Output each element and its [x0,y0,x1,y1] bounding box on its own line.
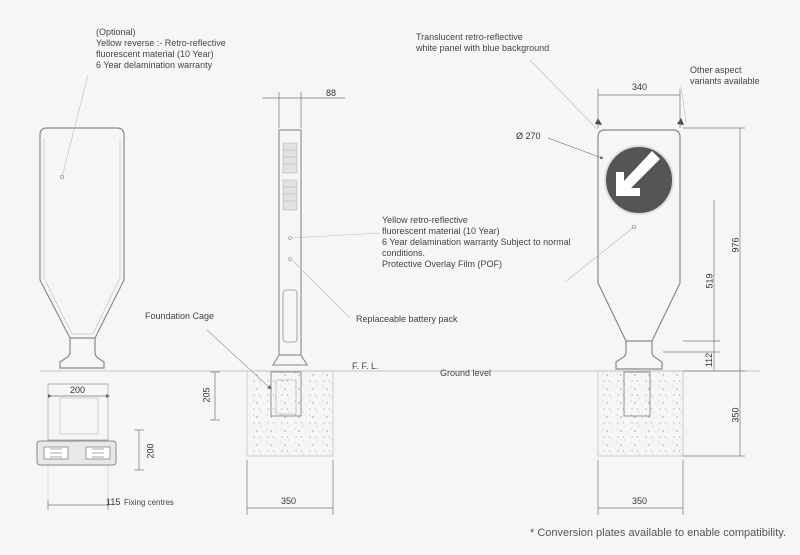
foundation-label: Foundation Cage [145,311,215,321]
yellow-retro-label-1: Yellow retro-reflective [382,215,468,225]
translucent-label-2: white panel with blue background [416,43,550,53]
yellow-reverse-label: Yellow reverse :- Retro-reflective [96,38,226,48]
other-aspect-label-1: Other aspect [690,65,742,75]
dim-sign-diameter: Ø 270 [516,131,541,141]
dim-left-depth: 205 [201,387,212,403]
optional-label: (Optional) [96,27,136,37]
dim-cage-width: 350 [281,496,297,506]
other-aspect-label-2: variants available [690,76,760,86]
dim-front-width: 340 [632,82,648,92]
left-bollard [40,128,124,368]
foundation-cage-concrete [247,371,333,456]
dim-mid-height: 519 [704,273,715,289]
dim-total-height: 976 [730,237,741,253]
dim-plate-height: 200 [145,443,156,459]
base-plate [37,441,116,465]
dim-left-base-width: 200 [70,385,86,395]
yellow-retro-label-5: Protective Overlay Film (POF) [382,259,503,269]
ffl-label: F. F. L. [352,361,379,371]
dim-right-cage-width: 350 [632,496,648,506]
dim-side-width: 88 [326,88,337,98]
dim-fixing-centres: 115 [106,497,121,507]
delamination-label: 6 Year delamination warranty [96,60,213,70]
yellow-retro-label-4: conditions. [382,248,426,258]
right-foundation [598,371,683,456]
battery-label: Replaceable battery pack [356,314,458,324]
middle-bollard-stripes [283,143,297,210]
dim-foundation-depth: 350 [730,407,741,423]
yellow-retro-label-2: fluorescent material (10 Year) [382,226,500,236]
translucent-label-1: Translucent retro-reflective [416,32,523,42]
dim-base-height: 112 [704,352,715,368]
footnote: * Conversion plates available to enable compatibility. [530,527,786,539]
yellow-retro-label-3: 6 Year delamination warranty Subject to normal [382,237,571,247]
fixing-centres-label: Fixing centres [124,498,174,507]
ground-level-label: Ground level [440,368,492,378]
fluorescent-label: fluorescent material (10 Year) [96,49,214,59]
